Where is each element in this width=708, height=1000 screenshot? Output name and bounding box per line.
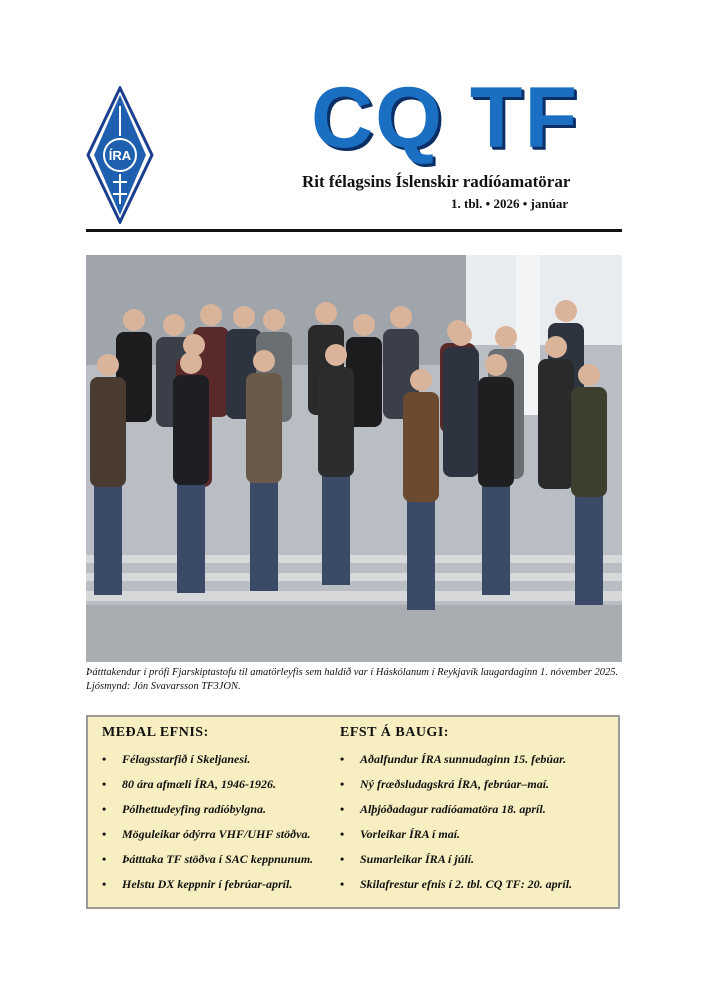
logo-text: ÍRA bbox=[108, 148, 132, 163]
contents-right-heading: EFST Á BAUGI: bbox=[340, 725, 449, 740]
issue-line: 1. tbl. • 2026 • janúar bbox=[451, 196, 569, 211]
person-head bbox=[315, 302, 337, 324]
person-body bbox=[571, 387, 607, 497]
caption-text: Þátttakendur í prófi Fjarskiptastofu til amatörleyfis sem haldið var í Háskólanum í Reykjavík laugardaginn 1. nóvember 2025. bbox=[86, 667, 619, 678]
contents-right-item: • Ný fræðsludagskrá ÍRA, febrúar–maí. bbox=[340, 777, 550, 791]
contents-left-item: • Helstu DX keppnir í febrúar-apríl. bbox=[102, 877, 293, 891]
contents-left-item: • Pólhettudeyfing radíóbylgna. bbox=[102, 802, 266, 816]
magazine-subtitle: Rit félagsins Íslenskir radíóamatörar bbox=[302, 172, 571, 191]
contents-left-heading: MEÐAL EFNIS: bbox=[102, 725, 209, 740]
person-body bbox=[443, 347, 479, 477]
contents-left-item: • Félagsstarfið í Skeljanesi. bbox=[102, 752, 251, 766]
person-legs bbox=[482, 475, 510, 595]
contents-right-item: • Aðalfundur ÍRA sunnudaginn 15. febúar. bbox=[340, 752, 567, 766]
person-head bbox=[410, 369, 432, 391]
person-head bbox=[578, 364, 600, 386]
person-legs bbox=[94, 475, 122, 595]
person-legs bbox=[322, 465, 350, 585]
person-head bbox=[163, 314, 185, 336]
contents-left-column bbox=[102, 725, 313, 897]
person-head bbox=[495, 326, 517, 348]
person-legs bbox=[177, 473, 205, 593]
person-head bbox=[555, 300, 577, 322]
person-body bbox=[90, 377, 126, 487]
person-head bbox=[233, 306, 255, 328]
person-body bbox=[246, 373, 282, 483]
person-head bbox=[485, 354, 507, 376]
ira-logo bbox=[86, 86, 154, 224]
person-head bbox=[180, 352, 202, 374]
person-head bbox=[263, 309, 285, 331]
photo-caption bbox=[86, 666, 626, 694]
contents-left-item: • Þátttaka TF stöðva í SAC keppnunum. bbox=[102, 852, 314, 866]
person-head bbox=[97, 354, 119, 376]
person-head bbox=[545, 336, 567, 358]
person-head bbox=[390, 306, 412, 328]
contents-right-column bbox=[340, 725, 572, 897]
contents-right-item: • Vorleikar ÍRA í maí. bbox=[340, 827, 461, 841]
person-head bbox=[200, 304, 222, 326]
caption-credit: Ljósmynd: Jón Svavarsson TF3JON. bbox=[86, 681, 241, 692]
contents-box bbox=[86, 715, 620, 909]
contents-left-item: • Möguleikar ódýrra VHF/UHF stöðva. bbox=[102, 827, 311, 841]
person-head bbox=[253, 350, 275, 372]
person-body bbox=[403, 392, 439, 502]
contents-right-item: • Sumarleikar ÍRA í júlí. bbox=[340, 852, 475, 866]
group-photo bbox=[86, 255, 622, 662]
contents-right-item: • Alþjóðadagur radíóamatöra 18. apríl. bbox=[340, 802, 546, 816]
person-legs bbox=[407, 490, 435, 610]
person-legs bbox=[250, 471, 278, 591]
person-head bbox=[123, 309, 145, 331]
person-body bbox=[538, 359, 574, 489]
header-divider bbox=[86, 229, 622, 232]
person-body bbox=[318, 367, 354, 477]
person-body bbox=[478, 377, 514, 487]
person-head bbox=[353, 314, 375, 336]
person-head bbox=[450, 324, 472, 346]
contents-right-item: • Skilafrestur efnis í 2. tbl. CQ TF: 20. apríl. bbox=[340, 877, 573, 891]
person-legs bbox=[575, 485, 603, 605]
magazine-title: CQ TF bbox=[311, 70, 579, 166]
person-head bbox=[325, 344, 347, 366]
person-body bbox=[173, 375, 209, 485]
contents-left-item: • 80 ára afmæli ÍRA, 1946-1926. bbox=[102, 777, 277, 791]
